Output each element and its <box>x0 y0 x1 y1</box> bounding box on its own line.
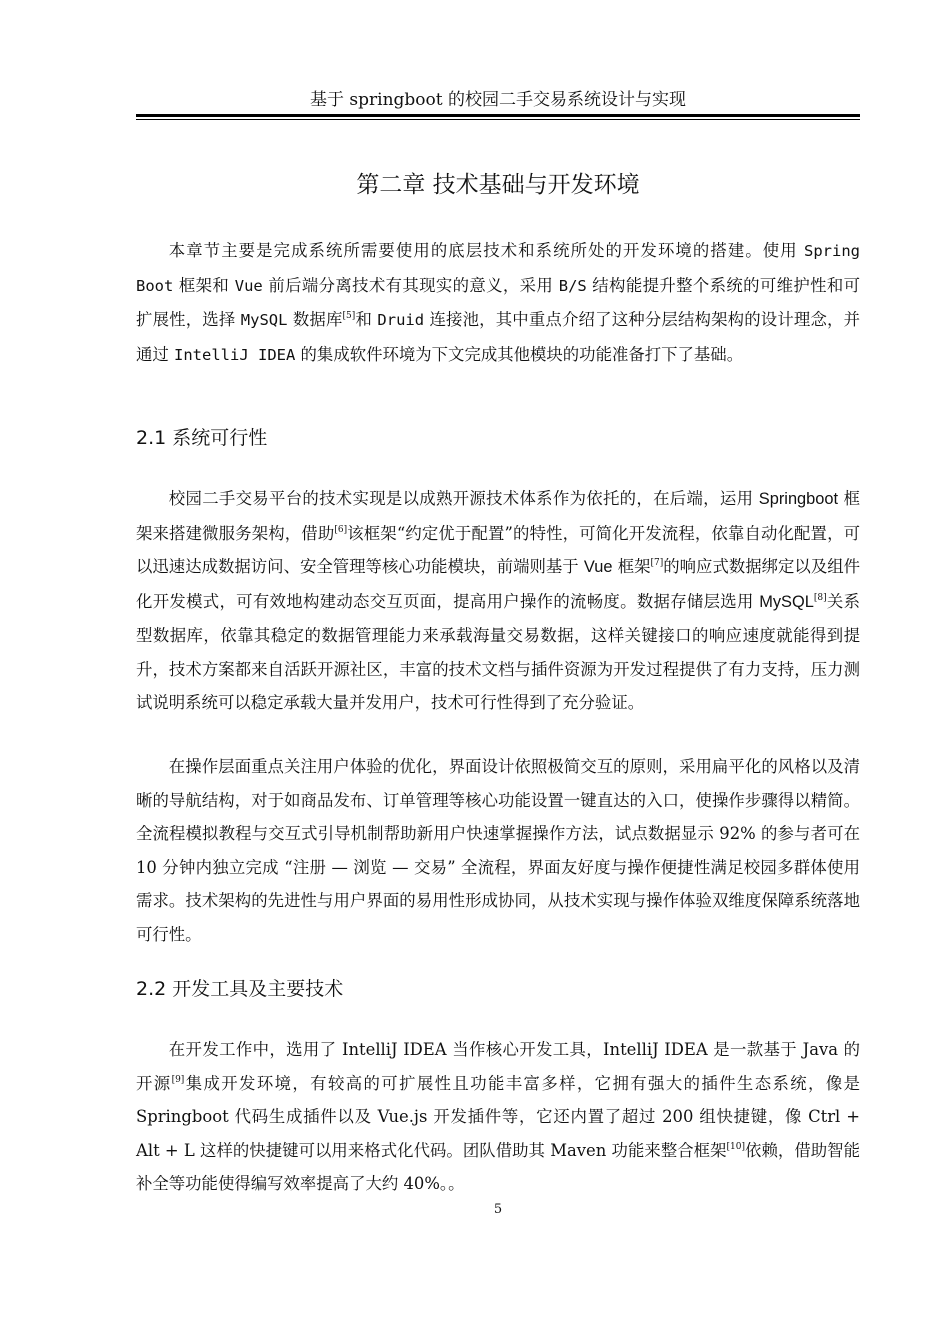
term: Springboot <box>758 490 839 508</box>
text: 本章节主要是完成系统所需要使用的底层技术和系统所处的开发环境的搭建。使用 <box>168 241 804 260</box>
term: MySQL <box>240 311 288 329</box>
text: 的集成软件环境为下文完成其他模块的功能准备打下了基础。 <box>295 344 744 364</box>
feasibility-paragraph-1 <box>136 482 860 720</box>
text: 在开发工作中，选用了 IntelliJ IDEA 当作核心开发工具，IntelliJ IDEA 是一款基于 Java 的开源 <box>136 1040 860 1093</box>
term: Spring Boot <box>136 242 860 295</box>
header-rule-thick <box>136 114 860 117</box>
chapter-title: 第二章 技术基础与开发环境 <box>356 172 640 198</box>
text: 框架和 <box>173 275 235 295</box>
text: 集成开发环境，有较高的可扩展性且功能丰富多样，它拥有强大的插件生态系统，像是 Springboot 代码生成插件以及 Vue.js 开发插件等，它还内置了超过 200 组快捷键，像 Ctrl + Alt + L 这样的快捷键可以用来格式化代码。团队借助其 Maven 功能来整合框架 <box>136 1073 860 1160</box>
text: 关系型数据库，依靠其稳定的数据管理能力来承载海量交易数据，这样关键接口的响应速度就能得到提升，技术方案都来自活跃开源社区，丰富的技术文档与插件资源为开发过程提供了有力支持，压力测试说明系统可以稳定承载大量并发用户，技术可行性得到了充分验证。 <box>136 591 860 712</box>
term: B/S <box>558 276 587 295</box>
text: 连接池，其中重点介绍了这种分层结构架构的设计理念，并通过 <box>136 310 860 364</box>
citation: [5] <box>342 311 356 321</box>
intro-paragraph <box>136 234 860 372</box>
term: Druid <box>377 311 425 329</box>
term: Vue <box>583 558 613 576</box>
feasibility-paragraph-2: 在操作层面重点关注用户体验的优化，界面设计依照极简交互的原则，采用扁平化的风格以及清晰的导航结构，对于如商品发布、订单管理等核心功能设置一键直达的入口，使操作步骤得以精简。全流程模拟教程与交互式引导机制帮助新用户快速掌握操作方法，试点数据显示 92% 的参与者可在 10 分钟内独立完成 “注册 — 浏览 — 交易” 全流程，界面友好度与操作便捷性满足校园多群体使用需求。技术架构的先进性与用户界面的易用性形成协同，从技术实现与操作体验双维度保障系统落地可行性。 <box>136 757 860 944</box>
running-header: 基于 springboot 的校园二手交易系统设计与实现 <box>310 90 686 110</box>
text: 的响应式数据绑定以及组件化开发模式，可有效地构建动态交互页面，提高用户操作的流畅度。数据存储层选用 <box>136 557 861 611</box>
citation: [8] <box>813 592 827 603</box>
text: 和 <box>355 310 378 329</box>
section-heading-2-1: 2.1 系统可行性 <box>136 427 268 449</box>
text: 依赖，借助智能补全等功能使得编写效率提高了大约 40%。。 <box>136 1140 861 1193</box>
term: IntelliJ IDEA <box>174 345 296 364</box>
tools-paragraph-1 <box>136 1033 860 1201</box>
citation: [9] <box>171 1074 185 1085</box>
text: 框架来搭建微服务架构，借助 <box>136 489 860 543</box>
text: 校园二手交易平台的技术实现是以成熟开源技术体系作为依托的，在后端，运用 <box>168 489 759 508</box>
term: Vue <box>234 276 263 295</box>
term: MySQL <box>759 592 814 611</box>
citation: [7] <box>650 558 664 568</box>
citation: [6] <box>334 524 348 535</box>
text: 框架 <box>612 557 651 576</box>
text: 数据库 <box>287 310 343 329</box>
header-rule-thin <box>136 119 860 120</box>
text: 前后端分离技术有其现实的意义，采用 <box>262 275 559 295</box>
text: 结构能提升整个系统的可维护性和可扩展性，选择 <box>136 275 861 329</box>
page-number: 5 <box>493 1202 503 1217</box>
text: 该框架“约定优于配置”的特性，可简化开发流程，依靠自动化配置，可以迅速达成数据访问、安全管理等核心功能模块，前端则基于 <box>136 523 861 576</box>
citation: [10] <box>726 1141 746 1152</box>
section-heading-2-2: 2.2 开发工具及主要技术 <box>136 978 344 1000</box>
